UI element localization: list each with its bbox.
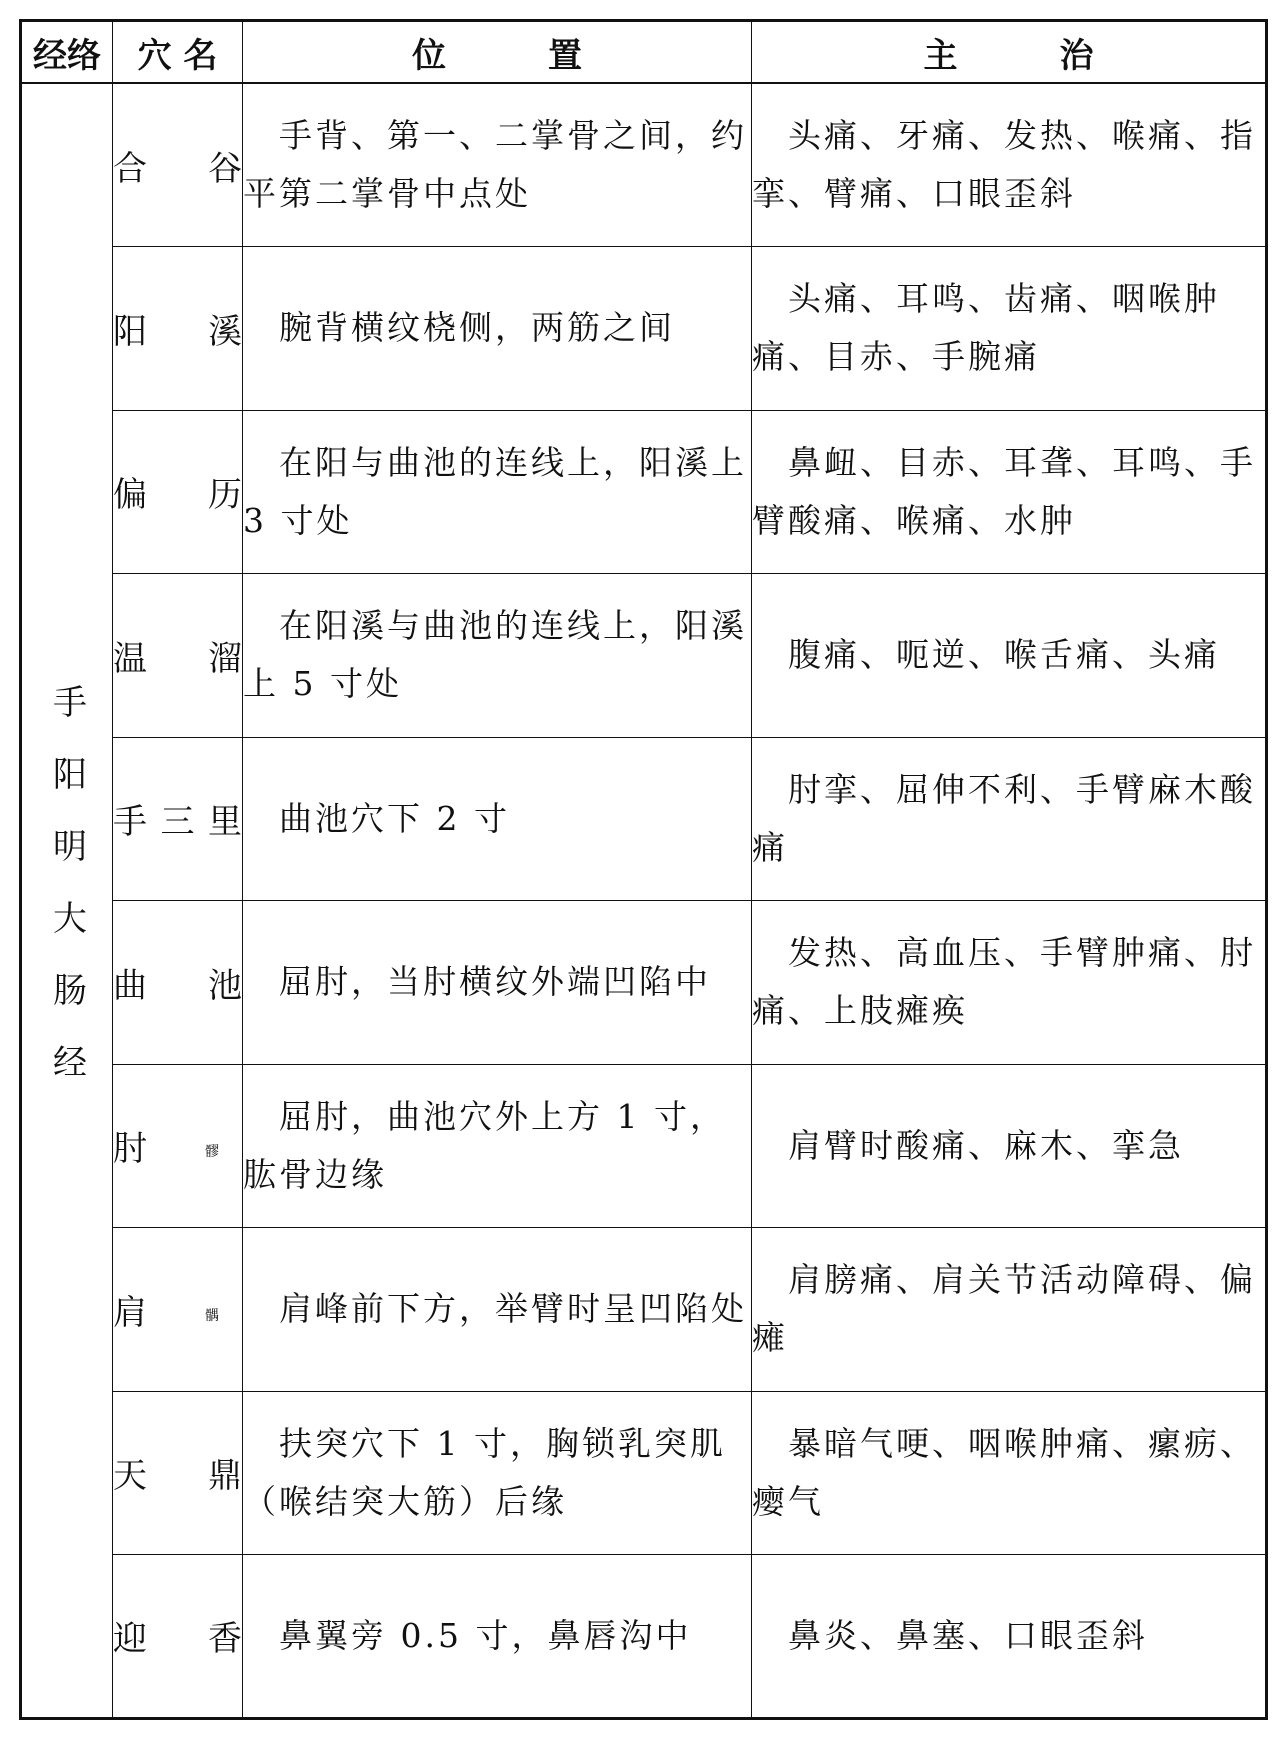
point-name: 偏 历 [113,475,242,516]
header-meridian: 经络 [21,21,113,84]
point-name-cell [113,1064,243,1228]
table-row [21,1391,1267,1555]
indication-cell: 头痛、牙痛、发热、喉痛、指挛、臂痛、口眼歪斜 [752,83,1267,247]
table-row [21,1555,1267,1719]
point-name-small: 髃 [205,1307,219,1324]
table-row [21,574,1267,738]
location-cell: 在阳溪与曲池的连线上，阳溪上 5 寸处 [243,574,752,738]
header-point-name: 穴 名 [113,21,243,84]
point-name: 迎 香 [113,1619,242,1660]
indication-cell: 肩膀痛、肩关节活动障碍、偏瘫 [752,1228,1267,1392]
point-name-cell [113,1391,243,1555]
meridian-cell [21,83,113,1718]
point-name: 阳 溪 [113,311,242,352]
indication-cell: 鼻炎、鼻塞、口眼歪斜 [752,1555,1267,1719]
meridian-name: 手阳明大肠经 [46,684,87,1117]
point-name: 肩 [113,1292,147,1333]
point-name-cell [113,83,243,247]
point-name-cell [113,574,243,738]
table-row [21,1228,1267,1392]
point-name-cell [113,410,243,574]
table-row [21,410,1267,574]
table-row [21,737,1267,901]
header-location: 位 置 [243,21,752,84]
point-name: 合 谷 [113,148,242,189]
point-name-small: 髎 [205,1144,219,1161]
point-name-cell [113,1228,243,1392]
point-name-cell [113,737,243,901]
point-name: 手三里 [113,802,242,843]
table-row [21,247,1267,411]
table-row [21,1064,1267,1228]
indication-cell: 头痛、耳鸣、齿痛、咽喉肿痛、目赤、手腕痛 [752,247,1267,411]
point-name-cell [113,901,243,1065]
indication-cell: 肩臂时酸痛、麻木、挛急 [752,1064,1267,1228]
location-cell: 腕背横纹桡侧，两筋之间 [243,247,752,411]
point-name-cell [113,1555,243,1719]
indication-cell: 发热、高血压、手臂肿痛、肘痛、上肢瘫痪 [752,901,1267,1065]
point-name: 曲 池 [113,965,242,1006]
location-cell: 在阳与曲池的连线上，阳溪上 3 寸处 [243,410,752,574]
table-row [21,83,1267,247]
indication-cell: 肘挛、屈伸不利、手臂麻木酸痛 [752,737,1267,901]
point-name-cell [113,247,243,411]
location-cell: 屈肘，当肘横纹外端凹陷中 [243,901,752,1065]
table-row [21,901,1267,1065]
location-cell: 曲池穴下 2 寸 [243,737,752,901]
indication-cell: 鼻衄、目赤、耳聋、耳鸣、手臂酸痛、喉痛、水肿 [752,410,1267,574]
point-name: 温 溜 [113,638,242,679]
point-name: 天 鼎 [113,1456,242,1497]
location-cell: 肩峰前下方，举臂时呈凹陷处 [243,1228,752,1392]
point-name: 肘 [113,1129,147,1170]
indication-cell: 暴暗气哽、咽喉肿痛、瘰疬、瘿气 [752,1391,1267,1555]
indication-cell: 腹痛、呃逆、喉舌痛、头痛 [752,574,1267,738]
location-cell: 鼻翼旁 0.5 寸，鼻唇沟中 [243,1555,752,1719]
location-cell: 扶突穴下 1 寸，胸锁乳突肌（喉结突大筋）后缘 [243,1391,752,1555]
header-indication: 主 治 [752,21,1267,84]
location-cell: 手背、第一、二掌骨之间，约平第二掌骨中点处 [243,83,752,247]
acupoint-table [19,19,1268,1720]
header-row [21,21,1267,84]
location-cell: 屈肘，曲池穴外上方 1 寸，肱骨边缘 [243,1064,752,1228]
